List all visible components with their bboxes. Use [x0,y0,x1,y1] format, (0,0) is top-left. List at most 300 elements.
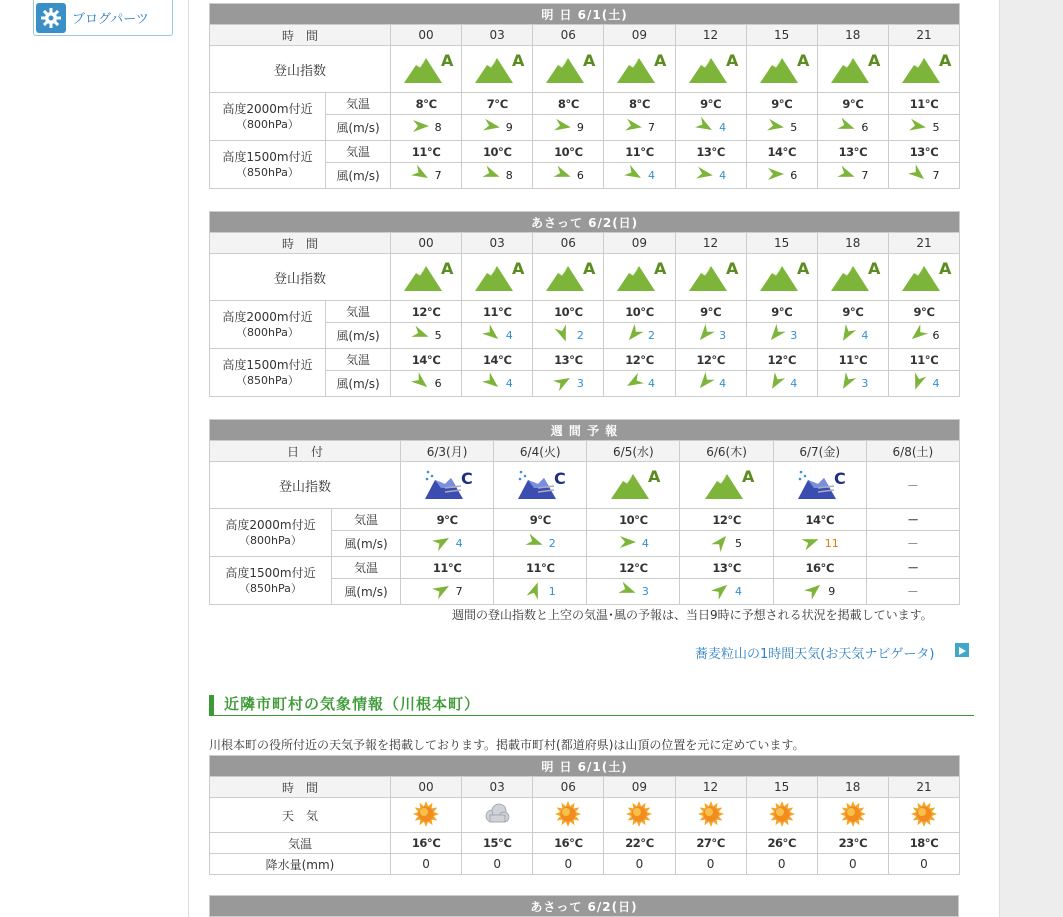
wind-speed: 5 [434,329,442,342]
temp-cell: 11℃ [817,349,888,371]
wind-arrow-icon [553,326,573,345]
svg-text:A: A [512,50,525,70]
left-sidebar [0,0,188,917]
wind-indicator [482,166,513,185]
wind-indicator [411,118,442,137]
header-cell: 6/3(月) [401,441,494,462]
altitude-label [210,301,326,349]
mountain-rank-icon [900,50,952,89]
header-cell: 18 [817,233,888,254]
wind-cell [401,579,494,605]
wind-cell [533,115,604,141]
town-forecast-table-2 [209,895,959,917]
header-label: 日 付 [210,441,401,462]
wind-cell [675,115,746,141]
temp-cell: 10℃ [462,141,533,163]
town-forecast-table [209,755,960,875]
wind-cell [773,579,866,605]
wind-indicator [624,118,655,137]
svg-text:A: A [938,258,952,278]
wind-arrow-icon [695,166,715,185]
wind-cell [391,371,462,397]
wind-empty: － [906,537,919,551]
temp-cell: 12℃ [587,557,680,579]
temp-label: 気温 [326,141,391,163]
wind-arrow-icon [837,326,857,345]
temp-cell: 8℃ [533,93,604,115]
svg-text:A: A [867,50,881,70]
wind-label: 風(m/s) [326,115,391,141]
header-cell: 6/4(火) [494,441,587,462]
mountain-index-cell [866,462,959,509]
wind-cell [888,323,959,349]
temp-cell: 13℃ [888,141,959,163]
wind-speed: 1 [548,585,556,598]
temp-cell: 22℃ [604,833,675,854]
mountain-index-cell [675,254,746,301]
svg-text:A: A [583,258,596,278]
mountain-index-cell [746,254,817,301]
temp-cell: 16℃ [533,833,604,854]
temp-cell: 8℃ [391,93,462,115]
altitude-text: 高度1500m付近 [222,357,313,372]
wind-cell [494,579,587,605]
mountain-rank-icon [516,466,564,505]
temp-label: 気温 [326,301,391,323]
svg-text:A: A [796,50,810,70]
wind-indicator [553,374,584,393]
mountain-index-cell [604,46,675,93]
temp-cell: 10℃ [587,509,680,531]
play-arrow-icon[interactable] [955,643,969,657]
wind-speed: 4 [455,537,463,550]
section-description: 川根本町の役所付近の天気予報を掲載しております。掲載市町村(都道府県)は山頂の位置を元に定めています。 [209,738,805,752]
wind-indicator [908,166,939,185]
mountain-rank-icon [687,258,738,297]
wind-arrow-icon [411,118,431,137]
wind-speed: 5 [735,537,743,550]
sun-icon [768,817,796,831]
wind-cell [533,371,604,397]
wind-indicator [411,326,442,345]
temp-cell: － [866,509,959,531]
wind-cell [604,323,675,349]
blog-parts-button[interactable] [33,0,173,36]
wind-indicator [711,534,742,553]
temp-cell: 9℃ [675,301,746,323]
header-cell: 21 [888,777,959,798]
wind-arrow-icon [711,582,731,601]
wind-indicator [482,118,513,137]
temp-cell: 14℃ [462,349,533,371]
weather-cell [462,798,533,833]
mountain-rank-icon [687,50,738,89]
temp-cell: 12℃ [746,349,817,371]
section-title-text: 近隣市町村の気象情報（川根本町） [224,695,481,713]
altitude-label [210,141,326,189]
temp-cell: 7℃ [462,93,533,115]
temp-cell: 10℃ [533,141,604,163]
header-cell: 21 [888,25,959,46]
wind-cell [533,323,604,349]
wind-speed: 2 [647,329,655,342]
svg-text:A: A [441,258,454,278]
wind-empty: － [906,585,919,599]
header-cell: 00 [391,25,462,46]
temp-cell: 9℃ [817,301,888,323]
wind-arrow-icon [432,534,452,553]
hourly-weather-link[interactable]: 蕎麦粒山の1時間天気(お天気ナビゲータ) [695,647,935,662]
header-cell: 03 [462,25,533,46]
wind-arrow-icon [482,118,502,137]
temp-cell: 11℃ [462,301,533,323]
wind-label: 風(m/s) [332,579,401,605]
wind-arrow-icon [432,582,452,601]
wind-speed: 3 [790,329,798,342]
altitude-text: 高度2000m付近 [222,309,313,324]
temp-cell: 11℃ [604,141,675,163]
wind-arrow-icon [525,534,545,553]
mountain-index-label: 登山指数 [210,462,401,509]
wind-arrow-icon [525,582,545,601]
mountain-index-cell [746,46,817,93]
wind-indicator [766,166,797,185]
wind-indicator [624,374,655,393]
wind-indicator [695,166,726,185]
wind-speed: 6 [932,329,940,342]
mountain-index-cell [533,254,604,301]
precip-label: 降水量(mm) [210,854,391,875]
mountain-rank-icon [473,50,525,89]
svg-text:A: A [512,258,525,278]
temp-cell: 12℃ [391,301,462,323]
wind-arrow-icon [908,326,928,345]
wind-speed: 6 [790,169,798,182]
header-cell: 15 [746,233,817,254]
mountain-index-cell [401,462,494,509]
sun-icon [412,817,440,831]
svg-text:A: A [725,258,738,278]
header-cell: 6/8(土) [866,441,959,462]
temp-cell: 18℃ [888,833,959,854]
mountain-index-cell [391,254,462,301]
mountain-rank-icon [402,258,454,297]
wind-indicator [837,118,868,137]
wind-indicator [432,582,463,601]
altitude-label [210,93,326,141]
temp-label: 気温 [332,557,401,579]
wind-speed: 2 [548,537,556,550]
mountain-rank-icon [615,50,667,89]
temp-cell: 9℃ [401,509,494,531]
temp-cell: 11℃ [494,557,587,579]
mountain-rank-icon [423,466,471,505]
temp-cell: 11℃ [401,557,494,579]
temp-cell: 27℃ [675,833,746,854]
mountain-index-cell [680,462,773,509]
mountain-index-label: 登山指数 [210,254,391,301]
altitude-text: 高度2000m付近 [225,517,316,532]
mountain-rank-icon [829,50,881,89]
wind-cell [746,163,817,189]
header-cell: 06 [533,25,604,46]
wind-cell [462,115,533,141]
mountain-index-cell [391,46,462,93]
mountain-rank-icon [900,258,952,297]
sun-icon [839,817,867,831]
wind-speed: 3 [861,377,869,390]
sun-icon [697,817,725,831]
temp-label: 気温 [332,509,401,531]
mountain-rank-icon [703,466,754,505]
wind-arrow-icon [837,166,857,185]
wind-indicator [618,582,649,601]
wind-arrow-icon [411,326,431,345]
wind-indicator [837,374,868,393]
wind-cell [675,323,746,349]
wind-indicator [525,582,556,601]
mountain-rank-icon [544,258,596,297]
pressure-text: （800hPa） [236,325,299,339]
mountain-rank-icon [758,258,810,297]
wind-label: 風(m/s) [332,531,401,557]
wind-cell [746,115,817,141]
wind-speed: 4 [505,329,513,342]
forecast-table [209,3,960,189]
precip-cell: 0 [675,854,746,875]
mountain-index-cell [817,46,888,93]
wind-arrow-icon [624,374,644,393]
wind-cell [494,531,587,557]
mountain-index-empty: － [906,478,919,493]
wind-speed: 4 [647,169,655,182]
wind-speed: 4 [790,377,798,390]
mountain-index-cell [604,254,675,301]
wind-speed: 4 [719,169,727,182]
wind-arrow-icon [766,166,786,185]
header-cell: 21 [888,233,959,254]
wind-speed: 4 [735,585,743,598]
wind-arrow-icon [553,118,573,137]
wind-indicator [411,374,442,393]
precip-cell: 0 [391,854,462,875]
forecast-table [209,419,960,605]
wind-arrow-icon [624,326,644,345]
precip-cell: 0 [462,854,533,875]
mountain-index-label: 登山指数 [210,46,391,93]
temp-cell: 11℃ [888,93,959,115]
wind-cell [462,323,533,349]
pressure-text: （800hPa） [236,117,299,131]
mountain-index-cell [817,254,888,301]
wind-arrow-icon [711,534,731,553]
mountain-index-cell [888,46,959,93]
wind-cell [587,531,680,557]
wind-speed: 6 [576,169,584,182]
wind-indicator [711,582,742,601]
wind-arrow-icon [624,118,644,137]
altitude-text: 高度1500m付近 [225,565,316,580]
wind-arrow-icon [618,582,638,601]
precip-cell: 0 [533,854,604,875]
wind-speed: 4 [647,377,655,390]
mountain-rank-icon [829,258,881,297]
header-cell: 6/5(水) [587,441,680,462]
wind-indicator [624,166,655,185]
header-cell: 09 [604,233,675,254]
altitude-label [210,349,326,397]
mountain-index-cell [462,254,533,301]
svg-text:A: A [725,50,738,70]
mountain-index-cell [494,462,587,509]
wind-cell [866,531,959,557]
wind-speed: 3 [641,585,649,598]
wind-cell [675,163,746,189]
wind-cell [866,579,959,605]
temp-cell: 16℃ [773,557,866,579]
table-title: 明 日 6/1(土) [210,4,960,25]
wind-speed: 5 [932,121,940,134]
temp-cell: 9℃ [675,93,746,115]
temp-cell: 26℃ [746,833,817,854]
wind-cell [462,163,533,189]
wind-arrow-icon [411,374,431,393]
temp-cell: 9℃ [746,93,817,115]
pressure-text: （850hPa） [236,373,299,387]
weather-cell [675,798,746,833]
wind-cell [680,531,773,557]
mountain-rank-icon [796,466,844,505]
wind-speed: 3 [719,329,727,342]
wind-speed: 6 [861,121,869,134]
table-title: 明 日 6/1(土) [210,756,960,777]
header-cell: 06 [533,777,604,798]
wind-cell [680,579,773,605]
temp-cell: 9℃ [888,301,959,323]
wind-arrow-icon [695,326,715,345]
weather-cell [533,798,604,833]
wind-indicator [766,374,797,393]
wind-indicator [908,326,939,345]
temp-cell: 9℃ [746,301,817,323]
temp-cell: 11℃ [888,349,959,371]
mountain-rank-icon [609,466,661,505]
wind-cell [817,163,888,189]
wind-label: 風(m/s) [326,371,391,397]
wind-arrow-icon [482,166,502,185]
wind-indicator [432,534,463,553]
svg-text:A: A [867,258,881,278]
blog-parts-label: ブログパーツ [72,12,149,27]
precip-cell: 0 [604,854,675,875]
mountain-index-cell [773,462,866,509]
wind-cell [888,371,959,397]
svg-text:A: A [938,50,952,70]
wind-speed: 9 [505,121,513,134]
header-cell: 09 [604,777,675,798]
wind-indicator [908,374,939,393]
wind-cell [587,579,680,605]
wind-speed: 4 [719,121,727,134]
header-cell: 09 [604,25,675,46]
table-title: あさって 6/2(日) [210,896,959,917]
wind-cell [604,371,675,397]
wind-arrow-icon [837,374,857,393]
wind-indicator [553,166,584,185]
temp-cell: 13℃ [533,349,604,371]
wind-arrow-icon [553,374,573,393]
wind-arrow-icon [618,534,638,553]
wind-speed: 7 [434,169,442,182]
wind-cell [401,531,494,557]
header-cell: 00 [391,777,462,798]
wind-speed: 4 [932,377,940,390]
wind-cell [746,323,817,349]
wind-arrow-icon [553,166,573,185]
wind-cell [817,115,888,141]
altitude-label [210,509,332,557]
wind-indicator [837,166,868,185]
temp-label: 気温 [210,833,391,854]
wind-speed: 9 [576,121,584,134]
header-cell: 00 [391,233,462,254]
temp-cell: 12℃ [604,349,675,371]
wind-speed: 8 [434,121,442,134]
wind-speed: 2 [576,329,584,342]
forecast-table [209,211,960,397]
wind-cell [391,163,462,189]
wind-cell [675,371,746,397]
wind-speed: 8 [505,169,513,182]
mountain-index-cell [587,462,680,509]
wind-indicator [553,118,584,137]
precip-cell: 0 [746,854,817,875]
wind-speed: 3 [576,377,584,390]
wind-indicator [837,326,868,345]
temp-cell: 9℃ [817,93,888,115]
wind-cell [773,531,866,557]
wind-arrow-icon [766,374,786,393]
temp-cell: 13℃ [817,141,888,163]
temp-cell: 8℃ [604,93,675,115]
wind-speed: 7 [861,169,869,182]
section-title [209,695,974,716]
temp-cell: 12℃ [675,349,746,371]
wind-indicator [695,374,726,393]
header-cell: 06 [533,233,604,254]
header-cell: 6/7(金) [773,441,866,462]
temp-cell: － [866,557,959,579]
weekly-note: 週間の登山指数と上空の気温･風の予報は、当日9時に予想される状況を掲載しています。 [452,608,933,622]
temp-cell: 11℃ [391,141,462,163]
wind-arrow-icon [908,118,928,137]
svg-text:A: A [583,50,596,70]
pressure-text: （800hPa） [239,533,302,547]
wind-arrow-icon [801,534,821,553]
wind-speed: 7 [455,585,463,598]
wind-arrow-icon [766,118,786,137]
wind-cell [888,163,959,189]
wind-indicator [695,118,726,137]
weather-cell [391,798,462,833]
header-label: 時 間 [210,233,391,254]
wind-indicator [804,582,835,601]
wind-speed: 4 [641,537,649,550]
wind-cell [888,115,959,141]
svg-text:A: A [648,466,661,486]
table-title: 週 間 予 報 [210,420,960,441]
temp-cell: 14℃ [391,349,462,371]
